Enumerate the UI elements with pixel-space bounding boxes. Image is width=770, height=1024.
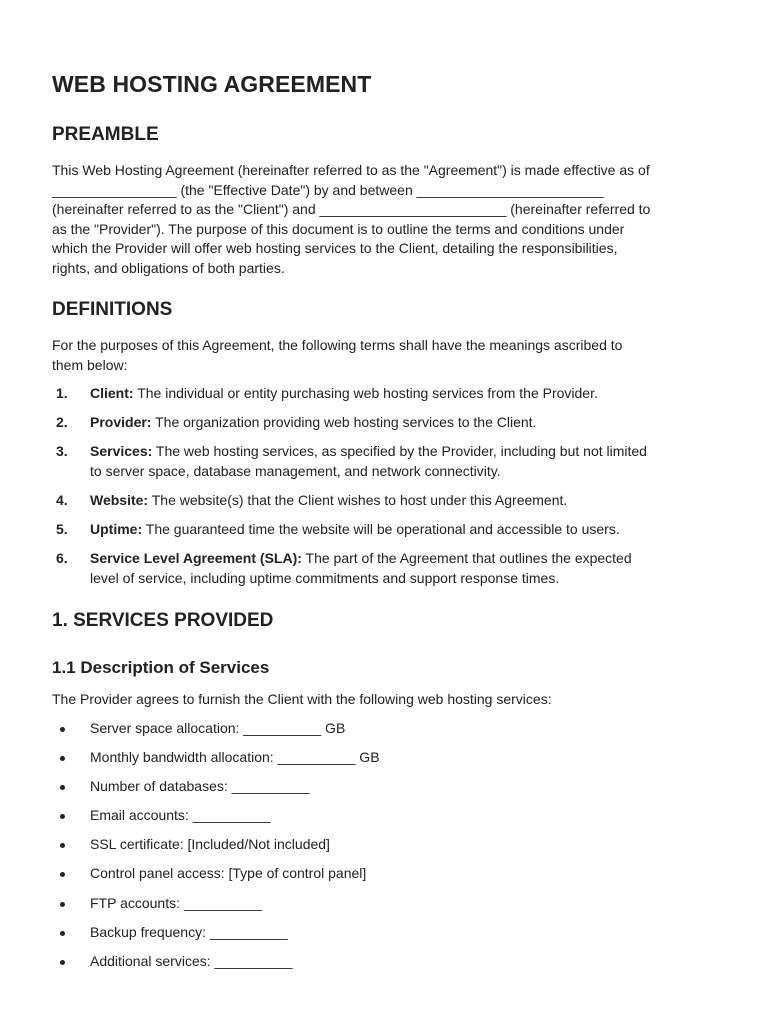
list-item-text: Email accounts: __________ [90, 807, 271, 823]
list-item-text: Backup frequency: __________ [90, 924, 288, 940]
definition-term: Service Level Agreement (SLA): [90, 550, 302, 566]
definition-term: Services: [90, 443, 153, 459]
definition-text: The organization providing web hosting services to the Client. [155, 414, 537, 430]
definition-term: Provider: [90, 414, 152, 430]
definition-text: to server space, database management, and network connectivity. [90, 462, 501, 479]
definitions-intro [52, 336, 724, 375]
bullet-icon [60, 902, 65, 907]
bullet-icon [60, 843, 65, 848]
definition-text: The part of the Agreement that outlines the expected [305, 550, 632, 566]
bullet-icon [60, 727, 65, 732]
definition-term: Uptime: [90, 521, 143, 537]
definition-text: The individual or entity purchasing web hosting services from the Provider. [137, 385, 598, 401]
definition-number: 2. [56, 414, 68, 430]
preamble-line: which the Provider will offer web hosting services to the Client, detailing the responsibilities, [52, 240, 618, 257]
list-item-text: Additional services: __________ [90, 953, 293, 969]
bullet-icon [60, 785, 65, 790]
definition-term: Website: [90, 492, 149, 508]
list-item-text: Server space allocation: __________ GB [90, 720, 346, 736]
services-intro: The Provider agrees to furnish the Client with the following web hosting services: [52, 691, 552, 707]
bullet-icon [60, 931, 65, 936]
preamble-line: This Web Hosting Agreement (hereinafter referred to as the "Agreement") is made effective as of [52, 162, 650, 178]
services-heading: 1. SERVICES PROVIDED [52, 610, 274, 631]
definition-number: 5. [56, 521, 68, 537]
document-title: WEB HOSTING AGREEMENT [52, 71, 372, 97]
preamble-line: ________________ (the "Effective Date") by and between ________________________ [52, 181, 604, 198]
preamble-line: rights, and obligations of both parties. [52, 259, 285, 276]
definition-text: The web hosting services, as specified by the Provider, including but not limited [155, 443, 647, 459]
list-item-text: Control panel access: [Type of control panel] [90, 865, 367, 881]
definitions-intro-line: For the purposes of this Agreement, the following terms shall have the meanings ascribed to [52, 337, 623, 353]
definition-number: 6. [56, 550, 68, 566]
bullet-icon [60, 814, 65, 819]
definition-text: The guaranteed time the website will be operational and accessible to users. [145, 521, 620, 537]
list-item-text: Monthly bandwidth allocation: __________ GB [90, 749, 380, 765]
definitions-heading: DEFINITIONS [52, 299, 173, 320]
preamble-heading: PREAMBLE [52, 124, 159, 145]
definition-text: level of service, including uptime commitments and support response times. [90, 569, 560, 586]
list-item-text: Number of databases: __________ [90, 778, 310, 794]
bullet-icon [60, 872, 65, 877]
definition-term: Client: [90, 385, 134, 401]
preamble-line: (hereinafter referred to as the "Client") and ________________________ (hereinafter referred to [52, 201, 651, 218]
definition-number: 3. [56, 443, 68, 459]
list-item-text: SSL certificate: [Included/Not included] [90, 836, 330, 852]
bullet-icon [60, 960, 65, 965]
services-subheading: 1.1 Description of Services [52, 658, 270, 677]
definition-number: 4. [56, 492, 68, 508]
definition-number: 1. [56, 385, 68, 401]
bullet-icon [60, 756, 65, 761]
list-item-text: FTP accounts: __________ [90, 895, 262, 911]
definitions-intro-line: them below: [52, 356, 128, 373]
preamble-paragraph [52, 161, 724, 279]
definition-text: The website(s) that the Client wishes to host under this Agreement. [151, 492, 568, 508]
preamble-line: as the "Provider"). The purpose of this document is to outline the terms and conditions under [52, 220, 625, 237]
